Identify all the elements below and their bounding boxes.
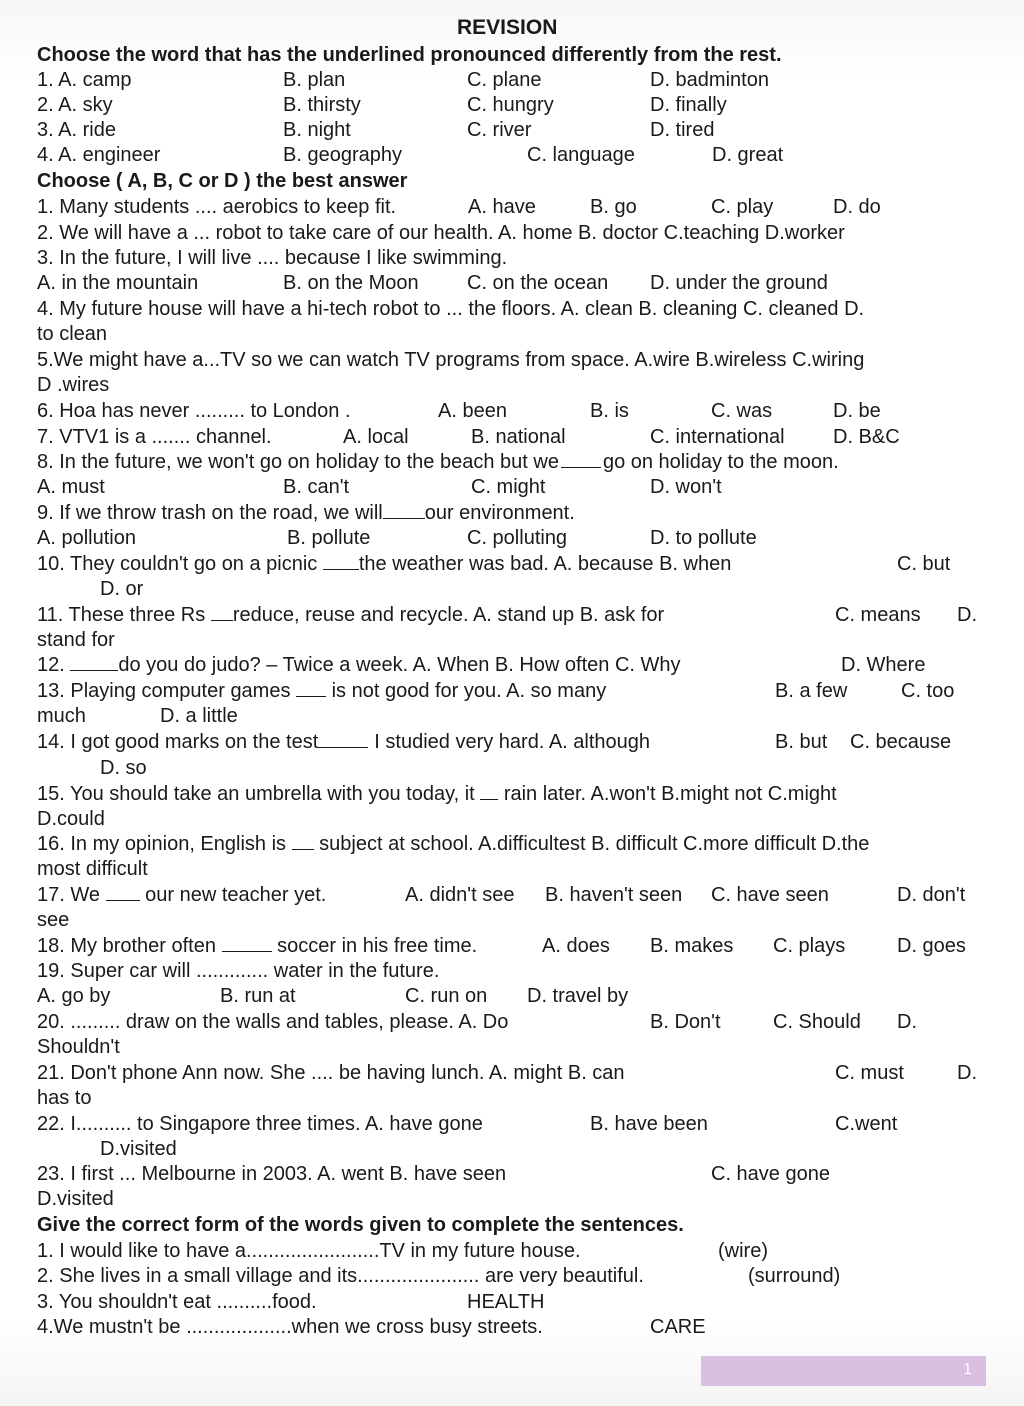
answer-blank xyxy=(323,553,359,570)
option-c: C. hungry xyxy=(467,94,554,116)
answer-blank xyxy=(70,654,118,671)
section3-heading: Give the correct form of the words given to complete the sentences. xyxy=(37,1214,684,1236)
option-b: B. but xyxy=(775,731,828,753)
option-b: B. run at xyxy=(220,985,296,1007)
option-d: D. a little xyxy=(160,705,238,727)
question-text: 10. They couldn't go on a picnic xyxy=(37,553,318,575)
option-c: C. means xyxy=(835,604,921,626)
question-4: 4. My future house will have a hi-tech robot to ... the floors. A. clean B. cleaning C. cleaned D. xyxy=(37,298,865,320)
option-d-cont: Shouldn't xyxy=(37,1036,120,1058)
option-c: C. because xyxy=(850,731,952,753)
answer-blank xyxy=(292,833,314,850)
question-text: our new teacher yet. xyxy=(145,884,327,906)
option-d-cont: most difficult xyxy=(37,858,148,880)
option-d: D. B&C xyxy=(833,426,900,448)
question-20: 20. ......... draw on the walls and tables, please. A. Do xyxy=(37,1011,509,1033)
option-d: D. to pollute xyxy=(650,527,757,549)
word-form-hint: (wire) xyxy=(718,1240,768,1262)
option-c: C. was xyxy=(711,400,773,422)
question-text: 18. My brother often xyxy=(37,935,216,957)
question-23: 23. I first ... Melbourne in 2003. A. went B. have seen xyxy=(37,1163,507,1185)
option-c: C. Should xyxy=(773,1011,861,1033)
option-a: 2. A. sky xyxy=(37,94,113,116)
option-d: D. or xyxy=(100,578,144,600)
question-text: soccer in his free time. xyxy=(277,935,478,957)
word-form-item: 2. She lives in a small village and its...................... are very beautiful. xyxy=(37,1265,644,1287)
option-d: D. so xyxy=(100,757,147,779)
question-14 xyxy=(37,730,650,754)
option-a: A. have xyxy=(468,196,536,218)
option-d: D. xyxy=(957,604,977,626)
answer-blank xyxy=(480,783,498,800)
answer-blank xyxy=(318,731,368,748)
option-d: D. be xyxy=(833,400,881,422)
option-b: B. Don't xyxy=(650,1011,721,1033)
option-d: D. tired xyxy=(650,119,715,141)
option-a: A. didn't see xyxy=(405,884,515,906)
option-a: A. must xyxy=(37,476,105,498)
question-19: 19. Super car will ............. water in the future. xyxy=(37,960,440,982)
question-text: 13. Playing computer games xyxy=(37,680,291,702)
option-d: D. won't xyxy=(650,476,722,498)
option-c: C. international xyxy=(650,426,785,448)
question-7: 7. VTV1 is a ....... channel. xyxy=(37,426,272,448)
option-c: C. on the ocean xyxy=(467,272,609,294)
question-text: 16. In my opinion, English is xyxy=(37,833,287,855)
option-a: 4. A. engineer xyxy=(37,144,161,166)
question-text: reduce, reuse and recycle. A. stand up B. ask for xyxy=(232,604,665,626)
question-text: 11. These three Rs xyxy=(37,604,206,626)
option-d: D.could xyxy=(37,808,105,830)
question-17 xyxy=(37,883,326,907)
answer-blank xyxy=(296,680,326,697)
question-8 xyxy=(37,450,839,474)
option-b: B. go xyxy=(590,196,637,218)
option-c: C. run on xyxy=(405,985,488,1007)
question-text: 15. You should take an umbrella with you today, it xyxy=(37,783,475,805)
option-d: D.visited xyxy=(37,1188,114,1210)
option-c: C. polluting xyxy=(467,527,568,549)
question-text: I studied very hard. A. although xyxy=(374,731,651,753)
question-6: 6. Hoa has never ......... to London . xyxy=(37,400,351,422)
option-c-cont: much xyxy=(37,705,86,727)
question-text: 12. xyxy=(37,654,65,676)
question-11 xyxy=(37,603,664,627)
option-c: C. must xyxy=(835,1062,904,1084)
option-d: D. great xyxy=(712,144,784,166)
word-form-hint: CARE xyxy=(650,1316,706,1338)
option-a: A. been xyxy=(438,400,507,422)
option-b: B. plan xyxy=(283,69,346,91)
page-title: REVISION xyxy=(457,16,558,39)
option-b: B. thirsty xyxy=(283,94,361,116)
question-1: 1. Many students .... aerobics to keep fit. xyxy=(37,196,397,218)
question-12 xyxy=(37,653,681,677)
option-a: A. local xyxy=(343,426,409,448)
option-a: 3. A. ride xyxy=(37,119,116,141)
option-c: C. river xyxy=(467,119,532,141)
question-text: the weather was bad. A. because B. when xyxy=(358,553,732,575)
option-b: B. on the Moon xyxy=(283,272,419,294)
footer-bar xyxy=(701,1356,986,1386)
question-18 xyxy=(37,934,477,958)
option-d: D.visited xyxy=(100,1138,177,1160)
option-c: C. plays xyxy=(773,935,846,957)
option-c: C. have seen xyxy=(711,884,829,906)
option-c: C. play xyxy=(711,196,774,218)
question-16 xyxy=(37,832,869,856)
option-d: D. Where xyxy=(841,654,926,676)
question-text: go on holiday to the moon. xyxy=(602,451,839,473)
option-d: D. xyxy=(957,1062,977,1084)
option-a: A. does xyxy=(542,935,610,957)
question-22: 22. I.......... to Singapore three times. A. have gone xyxy=(37,1113,483,1135)
option-d: D. under the ground xyxy=(650,272,828,294)
option-c: C. plane xyxy=(467,69,542,91)
answer-blank xyxy=(383,502,425,519)
question-10 xyxy=(37,552,731,576)
option-c: C. might xyxy=(471,476,546,498)
question-text: 17. We xyxy=(37,884,100,906)
option-b: B. national xyxy=(471,426,566,448)
option-d: D. travel by xyxy=(527,985,629,1007)
question-13 xyxy=(37,679,606,703)
word-form-item: 1. I would like to have a........................TV in my future house. xyxy=(37,1240,581,1262)
question-text: do you do judo? – Twice a week. A. When B. How often C. Why xyxy=(118,654,681,676)
option-d-cont: to clean xyxy=(37,323,108,345)
option-b: B. geography xyxy=(283,144,402,166)
option-c: C. have gone xyxy=(711,1163,830,1185)
option-d: D. do xyxy=(833,196,881,218)
option-b: B. night xyxy=(283,119,351,141)
option-b: B. can't xyxy=(283,476,350,498)
option-b: B. pollute xyxy=(287,527,371,549)
answer-blank xyxy=(561,451,601,468)
question-text: 14. I got good marks on the test xyxy=(37,731,319,753)
option-d-cont: stand for xyxy=(37,629,115,651)
option-d-cont: D .wires xyxy=(37,374,110,396)
word-form-item: 3. You shouldn't eat ..........food. xyxy=(37,1291,317,1313)
question-3: 3. In the future, I will live .... because I like swimming. xyxy=(37,247,508,269)
option-b: B. have been xyxy=(590,1113,708,1135)
question-text: rain later. A.won't B.might not C.might xyxy=(503,783,837,805)
answer-blank xyxy=(222,935,272,952)
option-c: C. too xyxy=(901,680,955,702)
option-c: C.went xyxy=(835,1113,898,1135)
option-a: A. pollution xyxy=(37,527,136,549)
option-d: D. finally xyxy=(650,94,727,116)
word-form-hint: HEALTH xyxy=(467,1291,545,1313)
option-b: B. a few xyxy=(775,680,848,702)
option-a: A. in the mountain xyxy=(37,272,199,294)
section2-heading: Choose ( A, B, C or D ) the best answer xyxy=(37,170,408,192)
option-b: B. haven't seen xyxy=(545,884,683,906)
question-text: 9. If we throw trash on the road, we will xyxy=(37,502,383,524)
option-d: D. xyxy=(897,1011,917,1033)
word-form-item: 4.We mustn't be ...................when we cross busy streets. xyxy=(37,1316,543,1338)
question-text: subject at school. A.difficultest B. difficult C.more difficult D.the xyxy=(319,833,870,855)
answer-blank xyxy=(211,604,233,621)
page-number: 1 xyxy=(963,1361,972,1378)
option-b: B. is xyxy=(590,400,629,422)
question-5: 5.We might have a...TV so we can watch TV programs from space. A.wire B.wireless C.wiring xyxy=(37,349,865,371)
option-c: C. but xyxy=(897,553,951,575)
question-text: 8. In the future, we won't go on holiday to the beach but we xyxy=(37,451,559,473)
option-d: D. badminton xyxy=(650,69,769,91)
option-a: 1. A. camp xyxy=(37,69,132,91)
question-2: 2. We will have a ... robot to take care of our health. A. home B. doctor C.teaching D.worker xyxy=(37,222,845,244)
word-form-hint: (surround) xyxy=(748,1265,841,1287)
option-b: B. makes xyxy=(650,935,734,957)
section1-heading: Choose the word that has the underlined pronounced differently from the rest. xyxy=(37,44,782,66)
question-text: our environment. xyxy=(424,502,575,524)
option-d: D. goes xyxy=(897,935,966,957)
answer-blank xyxy=(106,884,140,901)
option-d-cont: see xyxy=(37,909,70,931)
option-d-cont: has to xyxy=(37,1087,92,1109)
question-21: 21. Don't phone Ann now. She .... be having lunch. A. might B. can xyxy=(37,1062,625,1084)
question-text: is not good for you. A. so many xyxy=(331,680,607,702)
question-9 xyxy=(37,501,575,525)
question-15 xyxy=(37,782,837,806)
option-c: C. language xyxy=(527,144,635,166)
option-d: D. don't xyxy=(897,884,966,906)
option-a: A. go by xyxy=(37,985,111,1007)
